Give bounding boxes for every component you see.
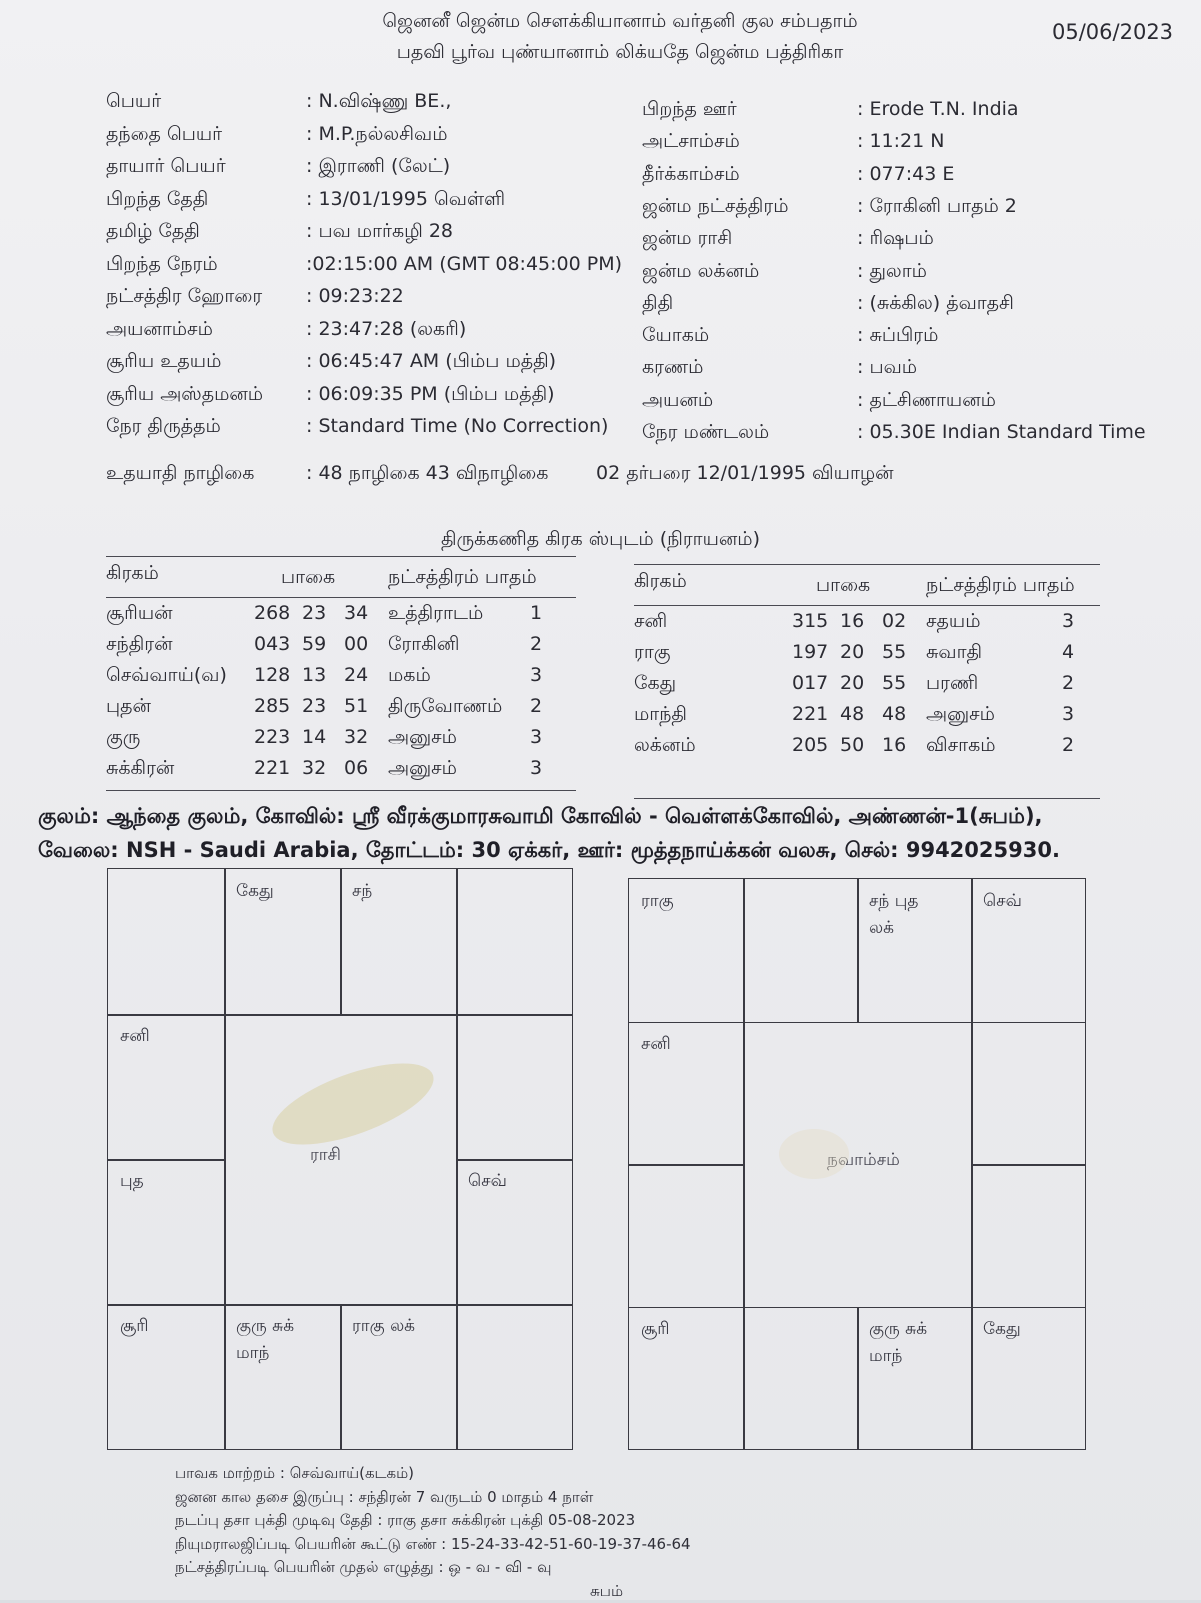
info-label: தமிழ் தேதி — [106, 220, 200, 245]
chart-gridline — [743, 1022, 971, 1024]
planet-name: மாந்தி — [634, 703, 687, 728]
dasa-balance: ஜனன கால தசை இருப்பு : சந்திரன் 7 வருடம் 0 மாதம் 4 நாள் — [175, 1486, 691, 1510]
paper-stain — [263, 1047, 443, 1162]
planet-minute: 48 — [840, 703, 864, 725]
info-value: : Erode T.N. India — [857, 98, 1019, 120]
planet-name: சூரியன் — [106, 602, 173, 627]
chart-gridline — [971, 879, 973, 1022]
planet-name: ராகு — [634, 641, 671, 666]
info-label: கரணம் — [642, 356, 703, 381]
house-planets: ராகு லக் — [352, 1316, 415, 1338]
house-planets: செவ் — [468, 1171, 507, 1193]
chart-gridline — [224, 869, 226, 1014]
chart-gridline — [224, 1304, 456, 1306]
info-label: அயனம் — [642, 389, 713, 414]
planet-star: ரோகினி — [388, 633, 460, 658]
info-label: நட்சத்திர ஹோரை — [106, 285, 262, 310]
planet-pada: 2 — [1062, 672, 1074, 694]
table-top-rule — [634, 564, 1100, 565]
planet-minute: 20 — [840, 641, 864, 663]
planet-table-right — [634, 564, 1100, 808]
invocation-line-1: ஜெனனீ ஜென்ம சௌக்கியானாம் வர்தனி குல சம்பதாம் — [300, 6, 940, 37]
planet-second: 00 — [344, 633, 368, 655]
info-value: :02:15:00 AM (GMT 08:45:00 PM) — [306, 253, 622, 275]
current-dasa-end: நடப்பு தசா புக்தி முடிவு தேதி : ராகு தசா சுக்கிரன் புக்தி 05-08-2023 — [175, 1509, 691, 1533]
chart-gridline — [743, 1307, 745, 1450]
info-value: : பவம் — [857, 356, 917, 381]
house-planets: மாந் — [869, 1346, 902, 1368]
table-top-rule — [106, 556, 576, 557]
house-planets: மாந் — [236, 1343, 269, 1365]
planet-degree: 043 — [254, 633, 290, 655]
chart-gridline — [456, 1304, 572, 1306]
planet-pada: 2 — [530, 695, 542, 717]
info-label: பிறந்த ஊர் — [642, 98, 737, 123]
udayadi-value: : 48 நாழிகை 43 விநாழிகை — [306, 462, 548, 487]
chart-gridline — [224, 1304, 226, 1449]
info-label: தீர்க்காம்சம் — [642, 163, 740, 188]
chart-gridline — [857, 1307, 859, 1450]
planet-star: அனுசம் — [388, 757, 457, 782]
planet-name: புதன் — [106, 695, 151, 720]
info-value: : 05.30E Indian Standard Time — [857, 421, 1146, 443]
planet-star: மகம் — [388, 664, 431, 689]
planet-second: 55 — [882, 641, 906, 663]
chart-gridline — [971, 1307, 1085, 1309]
chart-gridline — [971, 1307, 973, 1450]
planet-second: 06 — [344, 757, 368, 779]
invocation-header — [300, 6, 940, 68]
house-planets: சூரி — [641, 1319, 670, 1341]
footer-notes — [175, 1462, 691, 1603]
chart-center-label: நவாம்சம் — [827, 1150, 900, 1172]
table-bottom-rule — [106, 790, 576, 791]
planet-pada: 3 — [530, 726, 542, 748]
planet-name: செவ்வாய்(வ) — [106, 664, 227, 689]
info-value: : துலாம் — [857, 260, 927, 285]
info-label: சூரிய உதயம் — [106, 350, 221, 375]
navamsa-chart — [628, 878, 1086, 1450]
info-value: : பவ மார்கழி 28 — [306, 220, 453, 245]
planet-minute: 23 — [302, 695, 326, 717]
planet-second: 24 — [344, 664, 368, 686]
planet-star: திருவோணம் — [388, 695, 502, 720]
planet-second: 32 — [344, 726, 368, 748]
planet-star: சுவாதி — [926, 641, 982, 666]
planet-pada: 1 — [530, 602, 542, 624]
planet-star: விசாகம் — [926, 734, 996, 759]
info-label: அயனாம்சம் — [106, 318, 213, 343]
family-notes — [38, 799, 1060, 867]
info-value: : 077:43 E — [857, 163, 954, 185]
info-value: : ரோகினி பாதம் 2 — [857, 195, 1017, 220]
info-value: : சுப்பிரம் — [857, 324, 938, 349]
chart-gridline — [456, 1159, 572, 1161]
house-planets: செவ் — [983, 891, 1022, 913]
planet-minute: 20 — [840, 672, 864, 694]
chart-gridline — [971, 1164, 1085, 1166]
info-label: பெயர் — [106, 90, 161, 115]
chart-gridline — [340, 1304, 342, 1449]
planet-table-left — [106, 556, 576, 800]
paper-stain — [779, 1129, 849, 1179]
planet-pada: 4 — [1062, 641, 1074, 663]
chart-gridline — [456, 1014, 572, 1016]
planet-star: சதயம் — [926, 610, 980, 635]
bhava-change: பாவக மாற்றம் : செவ்வாய்(கடகம்) — [175, 1462, 691, 1486]
chart-gridline — [629, 1164, 743, 1166]
chart-gridline — [743, 1022, 745, 1307]
planet-degree: 268 — [254, 602, 290, 624]
house-planets: சனி — [641, 1034, 671, 1056]
house-planets: லக் — [869, 918, 894, 940]
house-planets: சூரி — [120, 1316, 149, 1338]
udayadi-label: உதயாதி நாழிகை — [106, 462, 254, 487]
info-value: : Standard Time (No Correction) — [306, 415, 608, 437]
info-label: நேர திருத்தம் — [106, 415, 221, 440]
planet-minute: 50 — [840, 734, 864, 756]
house-planets: குரு சுக் — [236, 1316, 294, 1338]
planet-minute: 23 — [302, 602, 326, 624]
info-value: : 13/01/1995 வெள்ளி — [306, 188, 505, 213]
header-star: நட்சத்திரம் பாதம் — [926, 574, 1075, 599]
planet-second: 48 — [882, 703, 906, 725]
chart-gridline — [340, 869, 342, 1014]
chart-gridline — [971, 1022, 1085, 1024]
info-label: அட்சாம்சம் — [642, 130, 740, 155]
planet-pada: 3 — [530, 664, 542, 686]
planet-degree: 128 — [254, 664, 290, 686]
planet-second: 34 — [344, 602, 368, 624]
planet-star: அனுசம் — [926, 703, 995, 728]
info-value: : தட்சிணாயனம் — [857, 389, 996, 414]
planet-second: 16 — [882, 734, 906, 756]
chart-gridline — [108, 1014, 224, 1016]
numerology-total: நியுமராலஜிப்படி பெயரின் கூட்டு எண் : 15-24-33-42-51-60-19-37-46-64 — [175, 1533, 691, 1557]
planet-minute: 14 — [302, 726, 326, 748]
chart-gridline — [456, 1014, 458, 1304]
info-value: : ரிஷபம் — [857, 227, 934, 252]
planet-degree: 223 — [254, 726, 290, 748]
planet-name: லக்னம் — [634, 734, 696, 759]
print-date: 05/06/2023 — [1052, 20, 1173, 44]
house-planets: கேது — [983, 1319, 1021, 1341]
planet-star: பரணி — [926, 672, 978, 697]
info-value: : 06:09:35 PM (பிம்ப மத்தி) — [306, 383, 555, 408]
header-degree: பாகை — [816, 574, 870, 599]
chart-gridline — [224, 1014, 456, 1016]
planet-second: 55 — [882, 672, 906, 694]
info-label: ஜன்ம ராசி — [642, 227, 732, 252]
info-label: பிறந்த தேதி — [106, 188, 208, 213]
notes-line-1: குலம்: ஆந்தை குலம், கோவில்: ஸ்ரீ வீரக்குமாரசுவாமி கோவில் - வெள்ளக்கோவில், அண்ணன்-1(சுபம்), — [38, 799, 1060, 833]
planet-star: அனுசம் — [388, 726, 457, 751]
info-value: : 06:45:47 AM (பிம்ப மத்தி) — [306, 350, 556, 375]
planet-name: சந்திரன் — [106, 633, 173, 658]
chart-gridline — [456, 869, 458, 1014]
planet-pada: 2 — [530, 633, 542, 655]
planet-minute: 16 — [840, 610, 864, 632]
house-planets: சனி — [120, 1026, 150, 1048]
chart-gridline — [456, 1304, 458, 1449]
planet-pada: 3 — [530, 757, 542, 779]
info-label: பிறந்த நேரம் — [106, 253, 218, 278]
planet-degree: 017 — [792, 672, 828, 694]
planet-minute: 59 — [302, 633, 326, 655]
planet-second: 02 — [882, 610, 906, 632]
info-label: நேர மண்டலம் — [642, 421, 769, 446]
planet-degree: 221 — [792, 703, 828, 725]
invocation-line-2: பதவி பூர்வ புண்யானாம் லிக்யதே ஜென்ம பத்திரிகா — [300, 37, 940, 68]
info-label: சூரிய அஸ்தமனம் — [106, 383, 263, 408]
chart-gridline — [743, 1307, 971, 1309]
chart-gridline — [971, 1022, 973, 1307]
planet-degree: 197 — [792, 641, 828, 663]
info-value: : இராணி (லேட்) — [306, 155, 450, 180]
chart-gridline — [857, 879, 859, 1022]
planet-minute: 13 — [302, 664, 326, 686]
table-header-rule — [106, 597, 576, 598]
name-first-letters: நட்சத்திரப்படி பெயரின் முதல் எழுத்து : ஒ - வ - வி - வு — [175, 1556, 691, 1580]
info-label: ஜன்ம லக்னம் — [642, 260, 759, 285]
planet-second: 51 — [344, 695, 368, 717]
info-value: : 09:23:22 — [306, 285, 404, 307]
udayadi-extra: 02 தர்பரை 12/01/1995 வியாழன் — [596, 462, 894, 487]
table-header-rule — [634, 605, 1100, 606]
planet-name: குரு — [106, 726, 140, 751]
info-label: யோகம் — [642, 324, 709, 349]
info-value: : 23:47:28 (லகரி) — [306, 318, 466, 343]
house-planets: கேது — [236, 881, 274, 903]
chart-gridline — [743, 879, 745, 1022]
house-planets: சந் — [352, 881, 372, 903]
planet-degree: 285 — [254, 695, 290, 717]
info-label: ஜன்ம நட்சத்திரம் — [642, 195, 788, 220]
header-planet: கிரகம் — [106, 562, 159, 587]
info-value: : M.P.நல்லசிவம் — [306, 123, 448, 148]
header-degree: பாகை — [281, 566, 335, 591]
planet-positions-title: திருக்கணித கிரக ஸ்புடம் (நிராயனம்) — [0, 528, 1201, 553]
planet-name: சனி — [634, 610, 667, 635]
header-star: நட்சத்திரம் பாதம் — [388, 566, 537, 591]
planet-star: உத்திராடம் — [388, 602, 483, 627]
house-planets: ராகு — [641, 891, 674, 913]
chart-gridline — [224, 1014, 226, 1304]
info-value: : N.விஷ்ணு BE., — [306, 90, 451, 115]
chart-gridline — [629, 1022, 743, 1024]
house-planets: சந் புத — [869, 891, 918, 913]
planet-degree: 315 — [792, 610, 828, 632]
planet-degree: 221 — [254, 757, 290, 779]
planet-degree: 205 — [792, 734, 828, 756]
info-value: : 11:21 N — [857, 130, 944, 152]
closing-word: சுபம் — [175, 1580, 691, 1603]
rasi-chart — [107, 868, 573, 1450]
house-planets: குரு சுக் — [869, 1319, 927, 1341]
info-value: : (சுக்கில) த்வாதசி — [857, 292, 1014, 317]
notes-line-2: வேலை: NSH - Saudi Arabia, தோட்டம்: 30 ஏக்கர், ஊர்: மூத்தநாய்க்கன் வலசு, செல்: 9942025930. — [38, 833, 1060, 867]
chart-gridline — [108, 1304, 224, 1306]
planet-name: சுக்கிரன் — [106, 757, 174, 782]
info-label: திதி — [642, 292, 673, 317]
planet-minute: 32 — [302, 757, 326, 779]
info-label: தந்தை பெயர் — [106, 123, 222, 148]
chart-center-label: ராசி — [310, 1145, 341, 1167]
header-planet: கிரகம் — [634, 570, 687, 595]
planet-pada: 3 — [1062, 610, 1074, 632]
house-planets: புத — [120, 1171, 144, 1193]
planet-pada: 2 — [1062, 734, 1074, 756]
chart-gridline — [629, 1307, 743, 1309]
planet-pada: 3 — [1062, 703, 1074, 725]
info-label: தாயார் பெயர் — [106, 155, 226, 180]
planet-name: கேது — [634, 672, 676, 697]
chart-gridline — [108, 1159, 224, 1161]
